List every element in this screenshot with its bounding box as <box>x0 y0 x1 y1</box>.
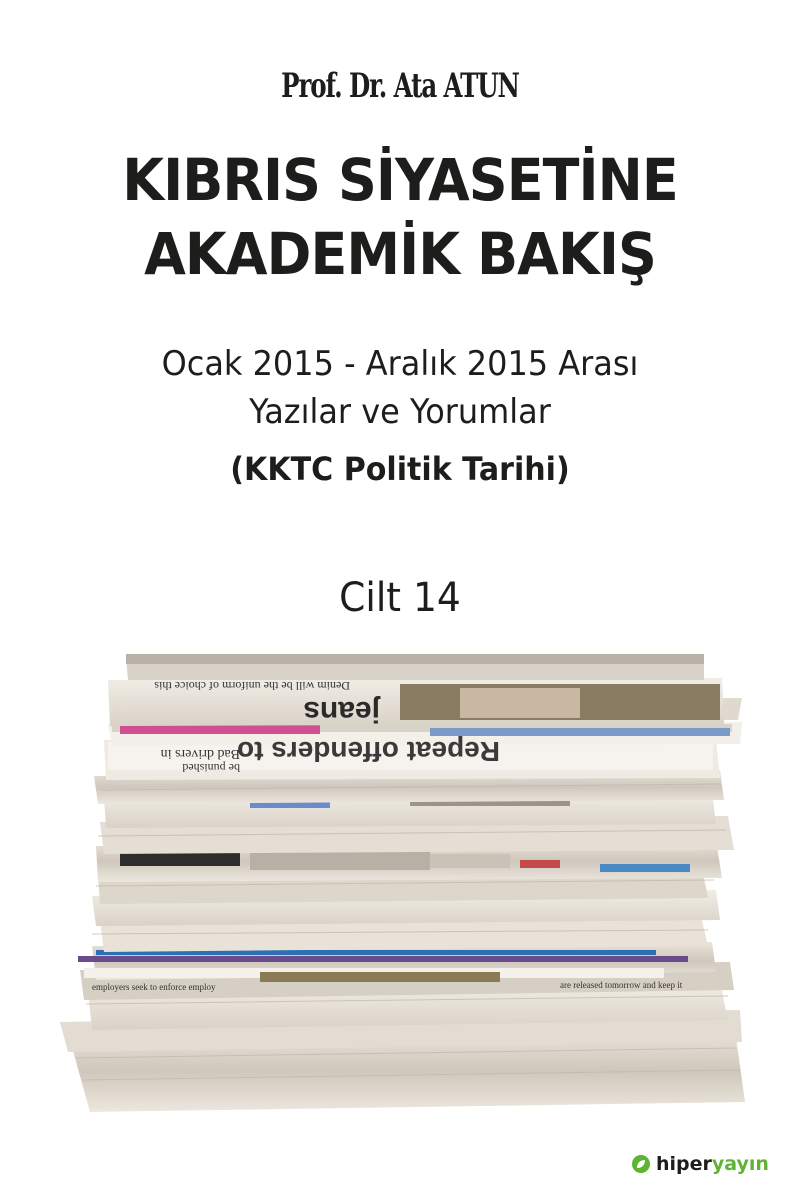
publisher-name-part2: yayın <box>711 1153 769 1175</box>
newspaper-text-2: Bad drivers in <box>160 746 240 761</box>
publisher-logo <box>632 1152 769 1176</box>
newspaper-text-jeans: jeans <box>303 695 380 728</box>
newspaper-text-3: be punished <box>182 761 240 775</box>
publisher-name-part1: hiper <box>656 1153 712 1175</box>
newspaper-text-employ: employers seek to enforce employ <box>92 982 216 992</box>
title-line-1: KIBRIS SİYASETİNE <box>122 146 678 214</box>
newspaper-text-1: Denim will be the uniform of choice this <box>154 679 350 693</box>
newspaper-stack-image <box>0 650 800 1130</box>
newspaper-headline: Repeat offenders to <box>237 736 500 767</box>
subtitle-line-3: (KKTC Politik Tarihi) <box>230 450 570 488</box>
subtitle-line-2: Yazılar ve Yorumlar <box>249 392 551 432</box>
volume-label: Cilt 14 <box>339 575 461 621</box>
title-line-2: AKADEMİK BAKIŞ <box>144 220 656 288</box>
newspaper-text-released: are released tomorrow and keep it <box>560 980 683 990</box>
leaf-icon <box>632 1155 650 1173</box>
subtitle-line-1: Ocak 2015 - Aralık 2015 Arası <box>161 344 639 384</box>
author-name: Prof. Dr. Ata ATUN <box>281 66 519 106</box>
